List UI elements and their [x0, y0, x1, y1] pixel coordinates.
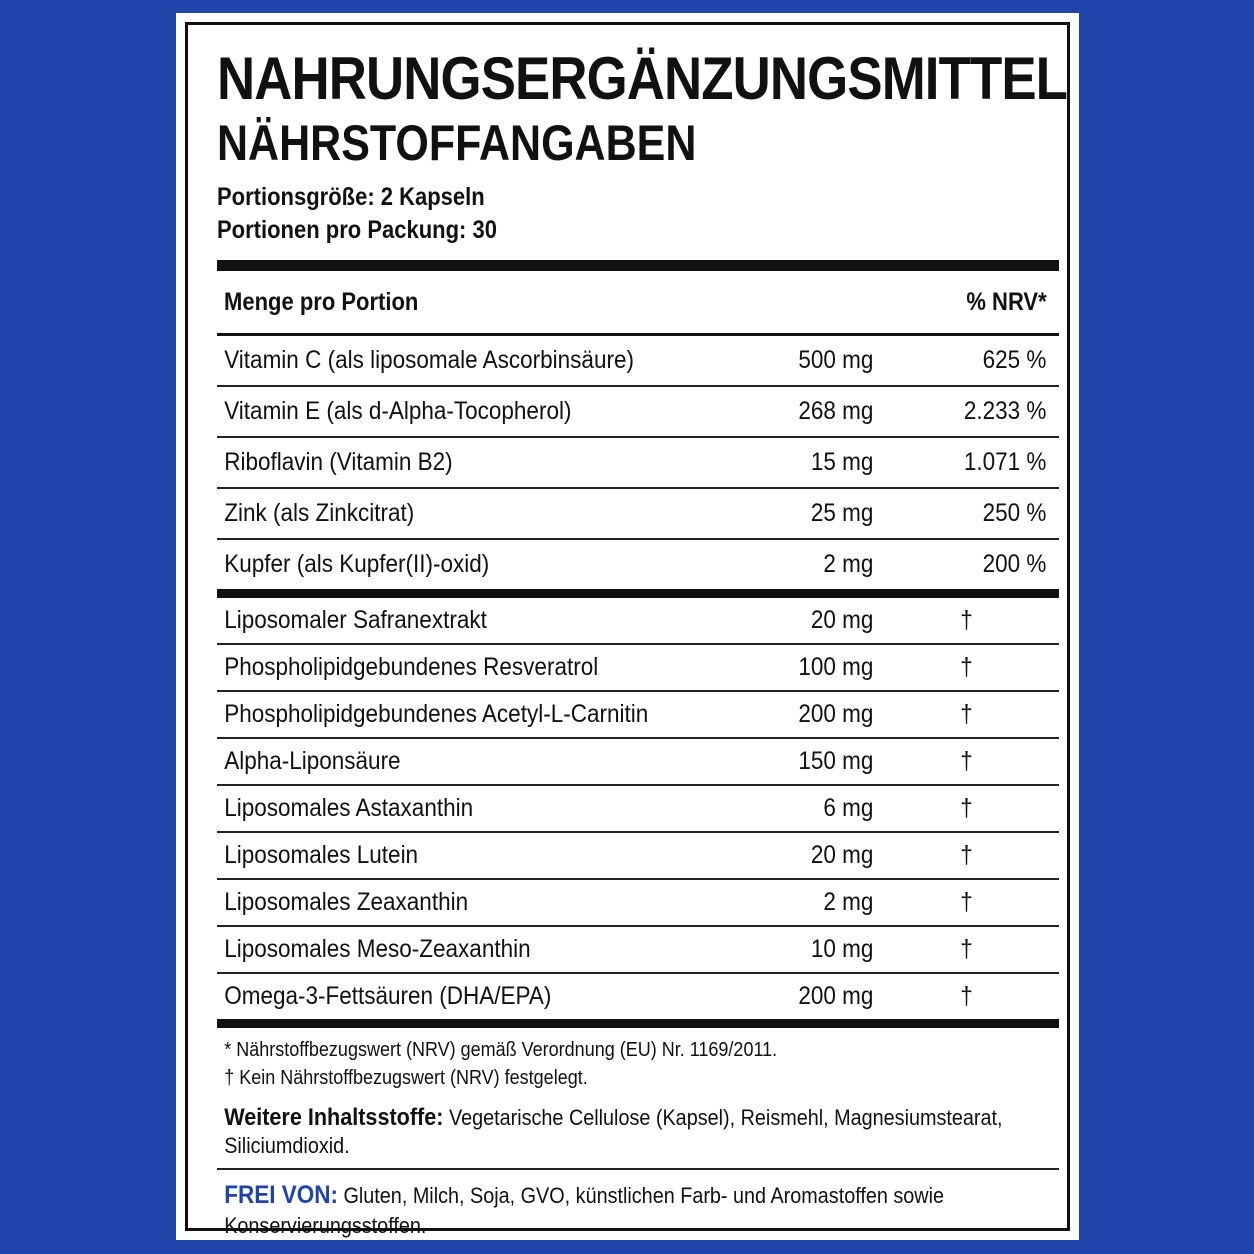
- other-ingredients-label: Weitere Inhaltsstoffe:: [224, 1104, 444, 1131]
- table-row: [217, 786, 1059, 831]
- free-from-label: FREI VON:: [224, 1181, 338, 1209]
- nutrient-nrv: 200 %: [982, 550, 1047, 578]
- nutrient-amount: 200 mg: [798, 700, 874, 728]
- nutrient-amount: 100 mg: [798, 653, 874, 681]
- nutrient-amount: 20 mg: [810, 606, 874, 634]
- table-header: [217, 271, 1059, 333]
- nutrient-nrv: 250 %: [982, 499, 1047, 527]
- table-row: [217, 927, 1059, 972]
- nutrient-nrv: †: [960, 935, 973, 963]
- nutrient-nrv: †: [960, 794, 973, 822]
- serving-size: Portionsgröße: 2 Kapseln: [217, 183, 485, 211]
- nutrient-name: Zink (als Zinkcitrat): [224, 499, 415, 527]
- vitamin-rows: [217, 336, 1059, 589]
- table-row: [217, 645, 1059, 690]
- nutrient-amount: 150 mg: [798, 747, 874, 775]
- amount-header: Menge pro Portion: [224, 287, 419, 316]
- other-rows: [217, 598, 1059, 1019]
- servings-per-pack: Portionen pro Packung: 30: [217, 216, 497, 244]
- nutrient-name: Liposomales Astaxanthin: [224, 794, 474, 822]
- nrv-footnote: * Nährstoffbezugswert (NRV) gemäß Verordnung (EU) Nr. 1169/2011.: [224, 1039, 778, 1061]
- nutrient-nrv: 625 %: [982, 346, 1047, 374]
- nrv-header: % NRV*: [966, 287, 1047, 316]
- free-from: [217, 1180, 1061, 1241]
- free-from-text: Gluten, Milch, Soja, GVO, künstlichen Farb- und Aromastoffen sowie Konservierungsstoffen.: [224, 1183, 945, 1238]
- nutrient-nrv: †: [960, 606, 973, 634]
- table-row: [217, 692, 1059, 737]
- table-row: [217, 336, 1059, 385]
- label-subtitle: NÄHRSTOFFANGABEN: [217, 115, 697, 171]
- nutrient-amount: 500 mg: [798, 346, 874, 374]
- nutrient-nrv: 1.071 %: [963, 448, 1047, 476]
- nutrient-amount: 2 mg: [823, 550, 874, 578]
- nutrient-amount: 268 mg: [798, 397, 874, 425]
- table-row: [217, 387, 1059, 436]
- nutrient-name: Liposomales Meso-Zeaxanthin: [224, 935, 531, 963]
- label-content: [217, 45, 1068, 1241]
- thick-divider: [217, 260, 1059, 271]
- nutrient-name: Liposomales Lutein: [224, 841, 419, 869]
- nutrient-amount: 200 mg: [798, 982, 874, 1010]
- nutrient-name: Phospholipidgebundenes Resveratrol: [224, 653, 599, 681]
- nutrient-amount: 15 mg: [810, 448, 874, 476]
- nutrient-amount: 25 mg: [810, 499, 874, 527]
- nutrient-name: Liposomaler Safranextrakt: [224, 606, 487, 634]
- label-border: [185, 22, 1070, 1238]
- nutrient-name: Alpha-Liponsäure: [224, 747, 401, 775]
- table-row: [217, 833, 1059, 878]
- other-ingredients-text: Vegetarische Cellulose (Kapsel), Reismehl, Magnesiumstearat, Siliciumdioxid.: [224, 1105, 1003, 1158]
- table-row: [217, 974, 1059, 1019]
- nutrient-nrv: †: [960, 841, 973, 869]
- other-ingredients: [217, 1104, 1061, 1160]
- nutrient-name: Kupfer (als Kupfer(II)-oxid): [224, 550, 490, 578]
- nutrient-nrv: †: [960, 888, 973, 916]
- nutrient-nrv: 2.233 %: [963, 397, 1047, 425]
- nutrient-name: Phospholipidgebundenes Acetyl-L-Carnitin: [224, 700, 649, 728]
- thick-divider: [217, 589, 1059, 598]
- nutrient-amount: 10 mg: [810, 935, 874, 963]
- nutrient-name: Riboflavin (Vitamin B2): [224, 448, 453, 476]
- dagger-footnote: † Kein Nährstoffbezugswert (NRV) festgelegt.: [224, 1067, 588, 1089]
- nutrient-amount: 2 mg: [823, 888, 874, 916]
- nutrient-name: Vitamin C (als liposomale Ascorbinsäure): [224, 346, 634, 374]
- thick-divider: [217, 1019, 1059, 1028]
- nutrient-amount: 20 mg: [810, 841, 874, 869]
- nutrient-nrv: †: [960, 982, 973, 1010]
- label-title: NAHRUNGSERGÄNZUNGSMITTEL: [217, 45, 1068, 112]
- table-row: [217, 540, 1059, 589]
- nutrient-name: Vitamin E (als d-Alpha-Tocopherol): [224, 397, 572, 425]
- table-row: [217, 598, 1059, 643]
- nutrient-name: Liposomales Zeaxanthin: [224, 888, 469, 916]
- nutrient-nrv: †: [960, 747, 973, 775]
- table-row: [217, 489, 1059, 538]
- table-row: [217, 438, 1059, 487]
- nutrient-nrv: †: [960, 700, 973, 728]
- nutrient-nrv: †: [960, 653, 973, 681]
- table-row: [217, 739, 1059, 784]
- table-row: [217, 880, 1059, 925]
- nutrient-name: Omega-3-Fettsäuren (DHA/EPA): [224, 982, 552, 1010]
- supplement-facts-label: [176, 13, 1079, 1240]
- nutrient-amount: 6 mg: [823, 794, 874, 822]
